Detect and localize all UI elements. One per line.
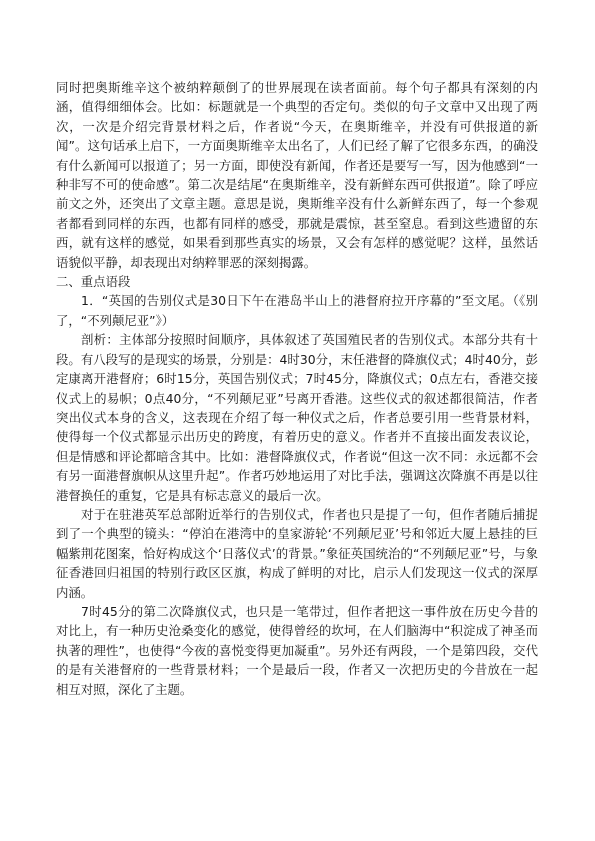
document-body: [56, 78, 538, 699]
paragraph-intro: 同时把奥斯维辛这个被纳粹颠倒了的世界展现在读者面前。每个句子都具有深刻的内涵，值得细细体会。比如：标题就是一个典型的否定句。类似的句子文章中又出现了两次，一次是介绍完背景材料之后，作者说“今天，在奥斯维辛，并没有可供报道的新闻”。这句话承上启下，一方面奥斯维辛太出名了，人们已经了解了它很多东西，的确没有什么新闻可以报道了；另一方面，即使没有新闻，作者还是要写一写，因为他感到“一种非写不可的使命感”。第二次是结尾“在奥斯维辛，没有新鲜东西可供报道”。除了呼应前文之外，还突出了文章主题。意思是说，奥斯维辛没有什么新鲜东西了，每一个参观者都看到同样的东西，也都有同样的感受，那就是震惊，甚至窒息。看到这些遗留的东西，就有这样的感觉，如果看到那些真实的场景，又会有怎样的感觉呢？这样，虽然话语貌似平静，却表现出对纳粹罪恶的深刻揭露。: [56, 80, 538, 270]
paragraph-analysis: 剖析：主体部分按照时间顺序，具体叙述了英国殖民者的告别仪式。本部分共有十段。有八段写的是现实的场景，分别是：4时30分，末任港督的降旗仪式；4时40分，彭定康离开港督府；6时15分，英国告别仪式；7时45分，降旗仪式；0点左右，香港交接仪式上的易帜；0点40分，“不列颠尼亚”号离开香港。这些仪式的叙述都很简洁，作者突出仪式本身的含义，这表现在介绍了每一种仪式之后，作者总要引用一些背景材料，使得每一个仪式都显示出历史的跨度，有着历史的意义。作者并不直接出面发表议论，但是情感和评论都暗含其中。比如：港督降旗仪式，作者说“但这一次不同：永远都不会有另一面港督旗帜从这里升起”。作者巧妙地运用了对比手法，强调这次降旗不再是以往港督换任的重复，它是具有标志意义的最后一次。: [56, 332, 538, 503]
paragraph-farewell-ceremony: 对于在驻港英军总部附近举行的告别仪式，作者也只是提了一句，但作者随后捕捉到了一个典型的镜头：“停泊在港湾中的皇家游轮‘不列颠尼亚’号和邻近大厦上悬挂的巨幅紫荆花图案，恰好构成这个‘日落仪式’的背景。”象征英国统治的“不列颠尼亚”号，与象征香港回归祖国的特别行政区区旗，构成了鲜明的对比，启示人们发现这一仪式的深厚内涵。: [56, 506, 538, 600]
paragraph-item-1: 1．“英国的告别仪式是30日下午在港岛半山上的港督府拉开序幕的”至文尾。（《别了，“不列颠尼亚”》）: [56, 293, 538, 328]
paragraph-second-flag-lowering: 7时45分的第二次降旗仪式，也只是一笔带过，但作者把这一事件放在历史今昔的对比上，有一种历史沧桑变化的感觉，使得曾经的坎坷，在人们脑海中“积淀成了神圣而执著的理性”，也使得“今夜的喜悦变得更加凝重”。另外还有两段，一个是第四段，交代的是有关港督府的一些背景材料；一个是最后一段，作者又一次把历史的今昔放在一起相互对照，深化了主题。: [56, 603, 538, 697]
section-heading: 二、重点语段: [56, 274, 131, 290]
